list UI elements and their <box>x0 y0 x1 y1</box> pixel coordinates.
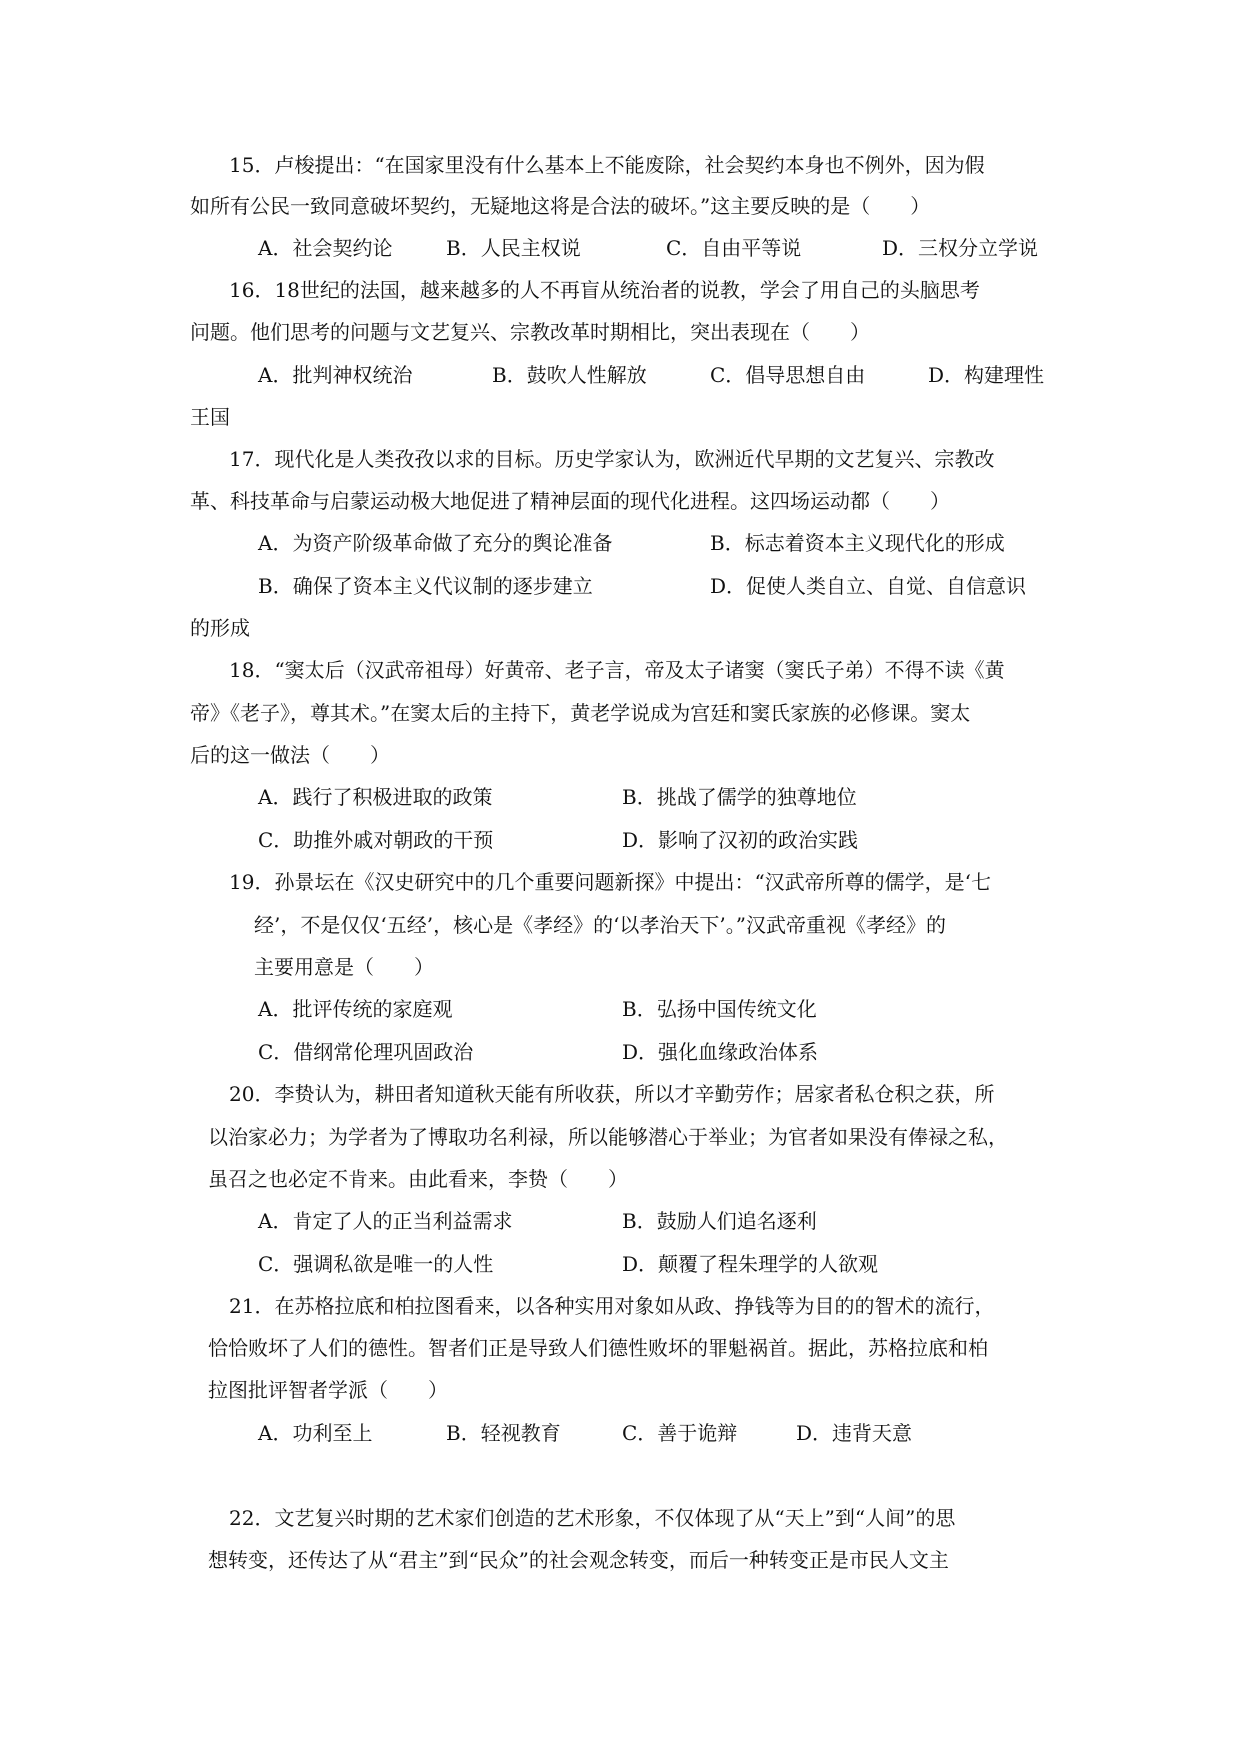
question-19-option-b: B．弘扬中国传统文化 <box>622 997 817 1021</box>
question-21-option-d: D．违背天意 <box>796 1421 913 1445</box>
question-17-tail: 的形成 <box>190 616 250 640</box>
question-18-option-a: A．践行了积极进取的政策 <box>258 785 493 809</box>
question-22-line-1: 22．文艺复兴时期的艺术家们创造的艺术形象，不仅体现了从“天上”到“人间”的思 <box>229 1506 956 1530</box>
question-21-line-1: 21．在苏格拉底和柏拉图看来，以各种实用对象如从政、挣钱等为目的的智术的流行， <box>229 1294 995 1318</box>
question-19-option-d: D．强化血缘政治体系 <box>622 1040 819 1064</box>
question-17-option-d: D．促使人类自立、自觉、自信意识 <box>710 574 1027 598</box>
question-15-option-a: A．社会契约论 <box>258 236 393 260</box>
question-16-line-1: 16．18世纪的法国，越来越多的人不再盲从统治者的说教，学会了用自己的头脑思考 <box>229 278 980 302</box>
question-20-option-a: A．肯定了人的正当利益需求 <box>258 1209 513 1233</box>
question-15-option-c: C．自由平等说 <box>666 236 802 260</box>
question-19-line-3: 主要用意是（ ） <box>254 955 434 979</box>
question-17-line-2: 革、科技革命与启蒙运动极大地促进了精神层面的现代化进程。这四场运动都（ ） <box>190 489 950 513</box>
question-21-line-3: 拉图批评智者学派（ ） <box>208 1378 448 1402</box>
question-18-option-b: B．挑战了儒学的独尊地位 <box>622 785 857 809</box>
question-19-option-c: C．借纲常伦理巩固政治 <box>258 1040 474 1064</box>
question-20-line-1: 20．李贽认为，耕田者知道秋天能有所收获，所以才辛勤劳作；居家者私仓积之获，所 <box>229 1082 995 1106</box>
question-21-option-b: B．轻视教育 <box>446 1421 561 1445</box>
question-17-option-b: B．标志着资本主义现代化的形成 <box>710 531 1005 555</box>
question-20-line-2: 以治家必力；为学者为了博取功名利禄，所以能够潜心于举业；为官者如果没有俸禄之私， <box>208 1125 1008 1149</box>
question-20-option-b: B．鼓励人们追名逐利 <box>622 1209 817 1233</box>
question-15-option-b: B．人民主权说 <box>446 236 581 260</box>
question-20-option-c: C．强调私欲是唯一的人性 <box>258 1252 494 1276</box>
question-18-line-2: 帝》《老子》，尊其术。”在窦太后的主持下，黄老学说成为宫廷和窦氏家族的必修课。窦太 <box>190 701 971 725</box>
question-16-option-b: B．鼓吹人性解放 <box>492 363 647 387</box>
question-16-option-d: D．构建理性 <box>928 363 1045 387</box>
question-22-line-2: 想转变，还传达了从“君主”到“民众”的社会观念转变，而后一种转变正是市民人文主 <box>208 1548 949 1572</box>
question-16-option-c: C．倡导思想自由 <box>710 363 866 387</box>
question-17-option-c: B．确保了资本主义代议制的逐步建立 <box>258 574 593 598</box>
question-15-line-2: 如所有公民一致同意破坏契约，无疑地这将是合法的破坏。”这主要反映的是（ ） <box>190 194 931 218</box>
question-21-option-c: C．善于诡辩 <box>622 1421 738 1445</box>
question-16-option-a: A．批判神权统治 <box>258 363 413 387</box>
question-16-line-2: 问题。他们思考的问题与文艺复兴、宗教改革时期相比，突出表现在（ ） <box>190 320 870 344</box>
question-18-option-d: D．影响了汉初的政治实践 <box>622 828 859 852</box>
question-17-option-a: A．为资产阶级革命做了充分的舆论准备 <box>258 531 613 555</box>
question-19-line-2: 经’，不是仅仅‘五经’，核心是《孝经》的‘以孝治天下’。”汉武帝重视《孝经》的 <box>254 913 947 937</box>
question-18-line-1: 18．“窦太后（汉武帝祖母）好黄帝、老子言，帝及太子诸窦（窦氏子弟）不得不读《黄 <box>229 658 1005 682</box>
question-21-line-2: 恰恰败坏了人们的德性。智者们正是导致人们德性败坏的罪魁祸首。据此，苏格拉底和柏 <box>208 1336 988 1360</box>
question-21-option-a: A．功利至上 <box>258 1421 373 1445</box>
question-16-tail: 王国 <box>190 405 230 429</box>
question-18-line-3: 后的这一做法（ ） <box>190 743 390 767</box>
question-15-line-1: 15．卢梭提出：“在国家里没有什么基本上不能废除，社会契约本身也不例外，因为假 <box>229 153 985 177</box>
question-19-option-a: A．批评传统的家庭观 <box>258 997 453 1021</box>
question-19-line-1: 19．孙景坛在《汉史研究中的几个重要问题新探》中提出：“汉武帝所尊的儒学，是‘七 <box>229 870 992 894</box>
question-17-line-1: 17．现代化是人类孜孜以求的目标。历史学家认为，欧洲近代早期的文艺复兴、宗教改 <box>229 447 995 471</box>
question-20-option-d: D．颠覆了程朱理学的人欲观 <box>622 1252 879 1276</box>
question-20-line-3: 虽召之也必定不肯来。由此看来，李贽（ ） <box>208 1167 628 1191</box>
question-18-option-c: C．助推外戚对朝政的干预 <box>258 828 494 852</box>
question-15-option-d: D．三权分立学说 <box>882 236 1039 260</box>
